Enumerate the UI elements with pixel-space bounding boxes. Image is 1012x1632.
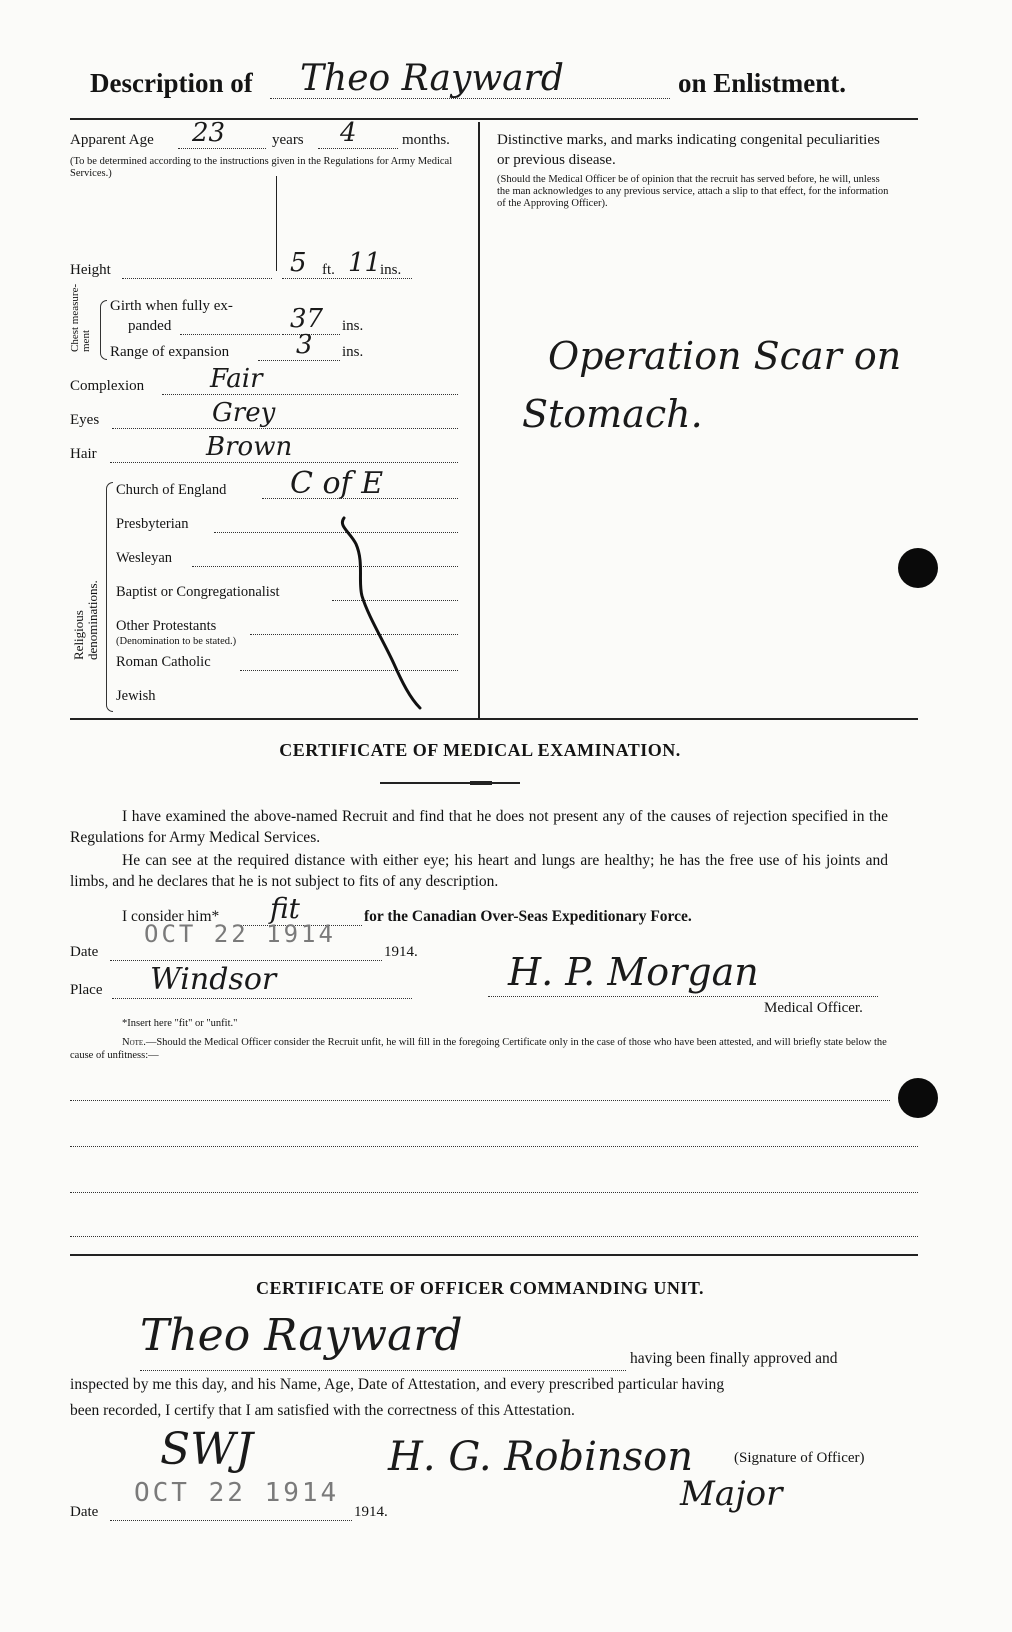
height-label: Height	[70, 262, 111, 278]
recruit-name-line	[140, 1370, 626, 1371]
commanding-line-1-suffix: having been finally approved and	[630, 1350, 838, 1367]
height-ins-value: 11	[348, 248, 382, 278]
distinctive-marks-heading: Distinctive marks, and marks indicating congenital peculiarities or previous disease.	[497, 132, 880, 168]
range-unit: ins.	[342, 344, 364, 360]
unfitness-line-3	[70, 1192, 918, 1193]
complexion-line	[162, 394, 458, 395]
religion-value: C of E	[290, 466, 384, 501]
apparent-age-label: Apparent Age	[70, 132, 154, 148]
religions-bracket	[106, 482, 113, 712]
hair-value: Brown	[206, 432, 293, 462]
medical-officer-title: Medical Officer.	[764, 1000, 863, 1016]
commanding-date-stamp: OCT 22 1914	[134, 1478, 340, 1508]
religion-presbyterian: Presbyterian	[116, 516, 189, 532]
range-value: 3	[296, 330, 313, 360]
eyes-label: Eyes	[70, 412, 100, 428]
distinctive-marks-value-2: Stomach.	[522, 392, 703, 436]
commanding-date-label: Date	[70, 1504, 99, 1520]
age-months-value: 4	[340, 118, 357, 148]
chest-bracket	[100, 300, 107, 360]
punch-hole-top	[898, 548, 938, 588]
medical-certificate-heading: CERTIFICATE OF MEDICAL EXAMINATION.	[279, 740, 681, 760]
medical-date-line	[110, 960, 382, 961]
girth-unit: ins.	[342, 318, 364, 334]
denomination-note: (Denomination to be stated.)	[116, 636, 237, 647]
commanding-date-year: 1914.	[354, 1504, 388, 1520]
range-line	[258, 360, 340, 361]
religion-ditto-stroke	[330, 512, 430, 712]
place-label: Place	[70, 982, 103, 998]
insert-note: *Insert here "fit" or "unfit."	[122, 1018, 238, 1029]
place-line	[112, 998, 412, 999]
distinctive-marks-value-1: Operation Scar on	[548, 334, 902, 378]
distinctive-marks-note: (Should the Medical Officer be of opinion that the recruit has served before, he will, unless the man acknowledges to any previous service, attach a slip to that effect, for the information of the Approving Officer).	[497, 174, 889, 209]
months-label: months.	[402, 132, 450, 148]
header-title-left: Description of	[90, 68, 253, 98]
girth-label-2: panded	[128, 318, 172, 334]
age-months-line	[318, 148, 398, 149]
unfitness-line-2	[70, 1146, 918, 1147]
unfitness-line-4	[70, 1236, 918, 1237]
initials-handwritten: SWJ	[160, 1424, 254, 1475]
section-rule-1	[70, 718, 918, 720]
punch-hole-bottom	[898, 1078, 938, 1118]
header-name-handwritten: Theo Rayward	[300, 58, 564, 99]
unfit-note	[70, 1036, 890, 1062]
complexion-value: Fair	[210, 364, 263, 394]
medical-para-2-text: He can see at the required distance with either eye; his heart and lungs are healthy; he has the free use of his joints and limbs, and he declares that he is not subject to fits of any description.	[70, 852, 888, 890]
unfitness-line-1	[70, 1100, 890, 1101]
recruit-name-handwritten: Theo Rayward	[140, 1310, 463, 1361]
eyes-line	[112, 428, 458, 429]
header-name-line	[270, 98, 670, 99]
religion-church-of-england: Church of England	[116, 482, 227, 498]
medical-officer-signature: H. P. Morgan	[508, 950, 759, 994]
unfit-note-text: —Should the Medical Officer consider the Recruit unfit, he will fill in the foregoing Certificate only in the case of those who have been attested, and will briefly state below the cause of unfitness:—	[70, 1037, 887, 1061]
header-title-right: on Enlistment.	[678, 68, 847, 98]
height-line	[122, 278, 272, 279]
years-label: years	[272, 132, 304, 148]
height-ft-value: 5	[290, 248, 307, 278]
commanding-line-3: been recorded, I certify that I am satisfied with the correctness of this Attestation.	[70, 1402, 575, 1419]
left-inner-divider	[276, 176, 277, 271]
religion-roman-catholic: Roman Catholic	[116, 654, 211, 670]
unfit-note-prefix: Note.	[122, 1037, 146, 1048]
eyes-value: Grey	[212, 398, 276, 428]
hair-label: Hair	[70, 446, 97, 462]
medical-date-label: Date	[70, 944, 99, 960]
medical-date-stamp: OCT 22 1914	[144, 920, 336, 948]
religious-denominations-label: Religious denominations.	[71, 580, 100, 660]
consider-prefix: I consider him*	[122, 908, 220, 925]
column-divider	[478, 122, 480, 720]
medical-para-2	[70, 850, 888, 892]
religion-other-protestants: Other Protestants	[116, 618, 217, 634]
medical-para-1	[70, 806, 888, 848]
commanding-officer-signature: H. G. Robinson	[388, 1434, 693, 1480]
commanding-date-line	[110, 1520, 352, 1521]
age-instructions-note: (To be determined according to the instructions given in the Regulations for Army Medical Services.)	[70, 156, 453, 179]
chest-measurement-label: Chest measure- ment	[69, 283, 92, 352]
commanding-officer-rank: Major	[680, 1474, 783, 1514]
medical-date-year: 1914.	[384, 944, 418, 960]
fit-value: fit	[270, 892, 300, 925]
religion-baptist: Baptist or Congregationalist	[116, 584, 280, 600]
girth-line	[180, 334, 280, 335]
religion-wesleyan: Wesleyan	[116, 550, 173, 566]
range-label: Range of expansion	[110, 344, 230, 360]
girth-label-1: Girth when fully ex-	[110, 298, 233, 314]
commanding-certificate-heading: CERTIFICATE OF OFFICER COMMANDING UNIT.	[255, 1278, 705, 1298]
signature-of-officer-label: (Signature of Officer)	[734, 1450, 865, 1466]
medical-heading-rule	[380, 782, 520, 784]
complexion-label: Complexion	[70, 378, 145, 394]
consider-suffix: for the Canadian Over-Seas Expeditionary Force.	[364, 908, 692, 925]
age-years-value: 23	[192, 118, 226, 148]
height-ft-label: ft.	[322, 262, 335, 278]
place-value: Windsor	[150, 962, 277, 997]
girth-value: 37	[290, 304, 324, 334]
medical-heading-rule-mark	[470, 781, 492, 785]
height-value-line	[282, 278, 412, 279]
hair-line	[110, 462, 458, 463]
medical-officer-line	[488, 996, 878, 997]
age-years-line	[178, 148, 266, 149]
section-rule-2	[70, 1254, 918, 1256]
religion-jewish: Jewish	[116, 688, 156, 704]
medical-para-1-text: I have examined the above-named Recruit and find that he does not present any of the causes of rejection specified in the Regulations for Army Medical Services.	[70, 808, 888, 846]
height-ins-label: ins.	[380, 262, 402, 278]
commanding-line-2: inspected by me this day, and his Name, Age, Date of Attestation, and every prescribed particular having	[70, 1376, 725, 1393]
